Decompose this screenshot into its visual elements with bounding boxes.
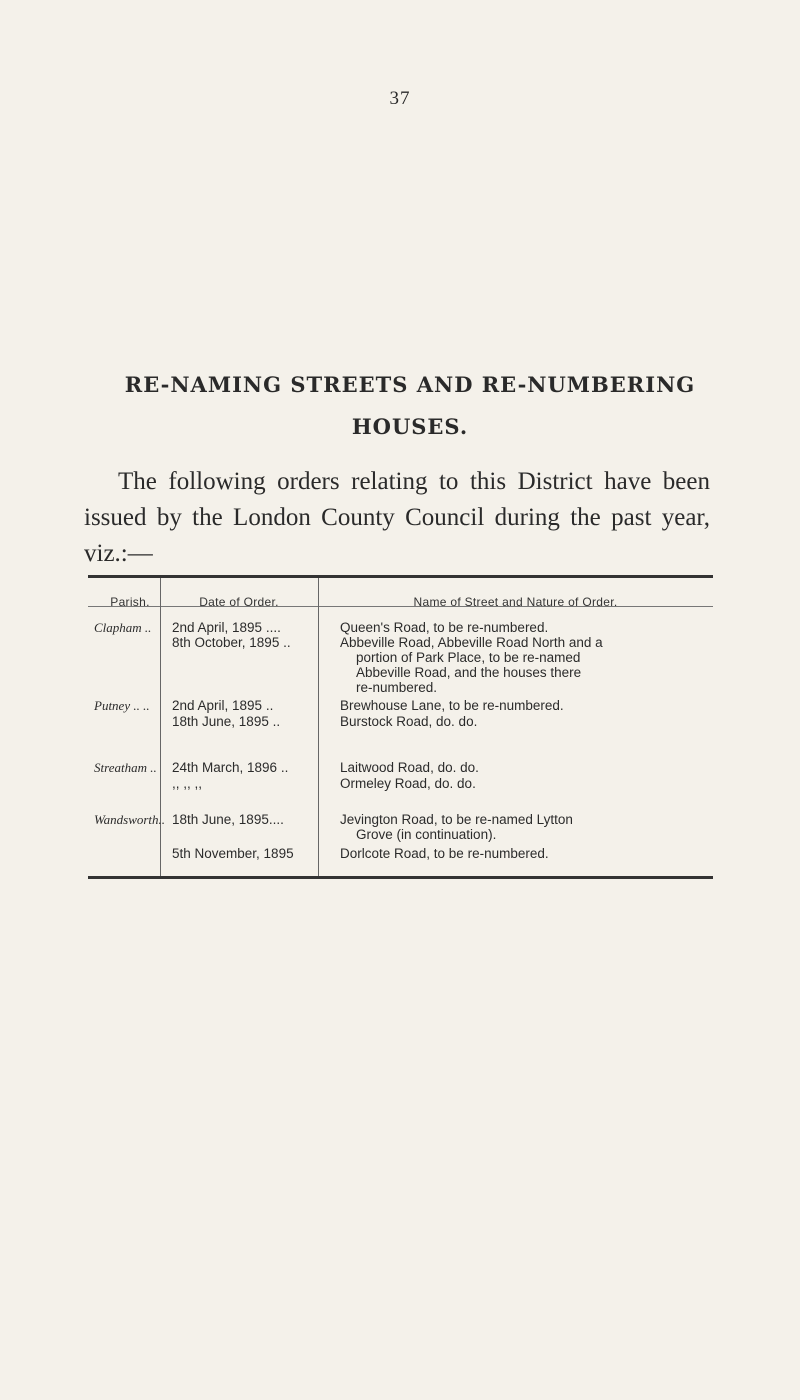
- row-date: 8th October, 1895 ..: [172, 635, 291, 650]
- row-name: [340, 776, 705, 791]
- row-parish: Streatham ..: [94, 760, 157, 775]
- row-name-line: Abbeville Road, and the houses there: [356, 665, 582, 680]
- row-parish: Putney .. ..: [94, 698, 150, 713]
- row-name-line: Queen's Road, to be re-numbered.: [340, 620, 549, 635]
- row-name-line: re-numbered.: [356, 680, 438, 695]
- row-name-line: Abbeville Road, Abbeville Road North and a: [340, 635, 603, 650]
- row-name: [340, 635, 705, 695]
- row-parish: Wandsworth..: [94, 812, 166, 827]
- row-name-line: Burstock Road, do. do.: [340, 714, 478, 729]
- row-name: [340, 812, 705, 842]
- row-name-line: Jevington Road, to be re-named Lytton: [340, 812, 573, 827]
- row-date: 5th November, 1895: [172, 846, 294, 861]
- page-number: 37: [389, 88, 411, 109]
- row-date: 18th June, 1895 ..: [172, 714, 281, 729]
- intro-paragraph: The following orders relating to this District have been issued by the London County Council during the past year, viz.:—: [84, 468, 710, 567]
- row-name: [340, 698, 705, 713]
- row-date: 2nd April, 1895 ....: [172, 620, 281, 635]
- row-parish: Clapham ..: [94, 620, 152, 635]
- header-name: Name of Street and Nature of Order.: [413, 595, 618, 609]
- row-name-line: Laitwood Road, do. do.: [340, 760, 479, 775]
- row-name: [340, 760, 705, 775]
- table-top-rule: [88, 575, 713, 578]
- row-date: 24th March, 1896 ..: [172, 760, 289, 775]
- table-bottom-rule: [88, 876, 713, 879]
- row-name-line: Grove (in continuation).: [356, 827, 497, 842]
- row-date: ,, ,, ,,: [172, 776, 203, 791]
- row-name: [340, 714, 705, 729]
- row-date: 18th June, 1895....: [172, 812, 284, 827]
- header-parish: Parish.: [110, 595, 150, 609]
- section-heading: [100, 364, 720, 448]
- row-name: [340, 846, 705, 861]
- row-date: 2nd April, 1895 ..: [172, 698, 274, 713]
- heading-line-1: RE-NAMING STREETS AND RE-NUMBERING: [124, 372, 696, 397]
- column-divider: [318, 578, 319, 876]
- header-date: Date of Order.: [199, 595, 279, 609]
- heading-line-2: HOUSES.: [351, 414, 469, 439]
- column-divider: [160, 578, 161, 876]
- row-name-line: Dorlcote Road, to be re-numbered.: [340, 846, 549, 861]
- row-name-line: portion of Park Place, to be re-named: [356, 650, 581, 665]
- row-name: [340, 620, 705, 635]
- row-name-line: Ormeley Road, do. do.: [340, 776, 476, 791]
- row-name-line: Brewhouse Lane, to be re-numbered.: [340, 698, 564, 713]
